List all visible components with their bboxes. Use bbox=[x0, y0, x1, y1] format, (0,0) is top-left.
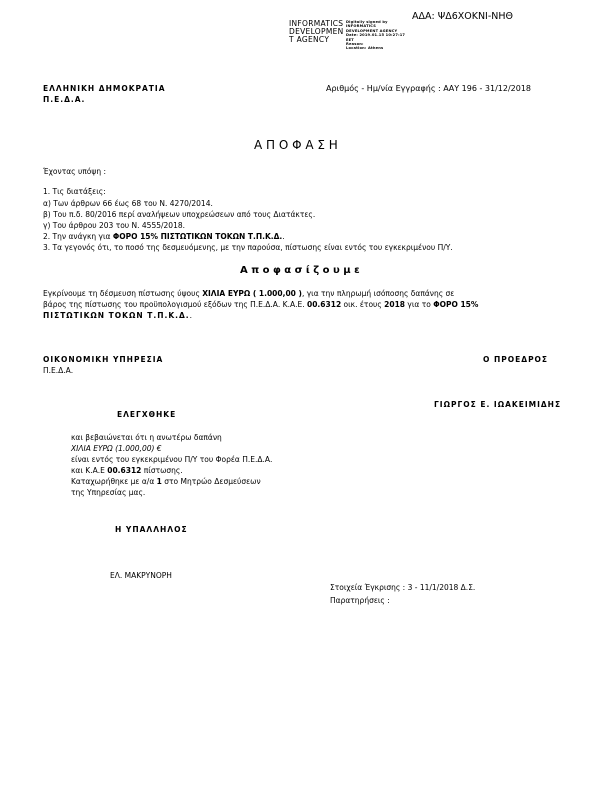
checked-line: ΧΙΛΙΑ ΕΥΡΩ (1.000,00) € bbox=[71, 444, 162, 453]
employee-name: ΕΛ. ΜΑΚΡΥΝΟΡΗ bbox=[110, 571, 172, 580]
stamp-line: DEVELOPMEN bbox=[289, 27, 344, 36]
decide-heading: Α π ο φ α σ ί ζ ο υ μ ε bbox=[240, 265, 360, 276]
registration-number: Αριθμός - Ημ/νία Εγγραφής : ΑΑΥ 196 - 31/12/2018 bbox=[326, 84, 532, 93]
financial-service-title: ΟΙΚΟΝΟΜΙΚΗ ΥΠΗΡΕΣΙΑ bbox=[43, 355, 164, 364]
signature-stamp bbox=[289, 20, 344, 44]
document-title: Α Π Ο Φ Α Σ Η bbox=[254, 138, 338, 152]
consideration-line: 2. Την ανάγκη για ΦΟΡΟ 15% ΠΙΣΤΩΤΙΚΩΝ ΤΟΚΩΝ Τ.Π.Κ.Δ.. bbox=[43, 232, 285, 241]
decision-line: ΠΙΣΤΩΤΙΚΩΝ ΤΟΚΩΝ Τ.Π.Κ.Δ.. bbox=[43, 311, 193, 320]
financial-service-org: Π.Ε.Δ.Α. bbox=[43, 366, 74, 375]
ada-number: ΑΔΑ: ΨΔ6ΧΟΚΝΙ-ΝΗΘ bbox=[412, 11, 514, 22]
remarks: Παρατηρήσεις : bbox=[330, 596, 390, 605]
org-name: ΕΛΛΗΝΙΚΗ ΔΗΜΟΚΡΑΤΙΑ bbox=[43, 84, 166, 93]
approval-details: Στοιχεία Έγκρισης : 3 - 11/1/2018 Δ.Σ. bbox=[330, 583, 476, 592]
president-name: ΓΙΩΡΓΟΣ Ε. ΙΩΑΚΕΙΜΙΔΗΣ bbox=[434, 400, 562, 409]
checked-line: Καταχωρήθηκε με α/α 1 στο Μητρώο Δεσμεύσεων bbox=[71, 477, 261, 486]
checked-title: ΕΛΕΓΧΘΗΚΕ bbox=[117, 410, 177, 419]
consideration-line: α) Των άρθρων 66 έως 68 του Ν. 4270/2014. bbox=[43, 199, 213, 208]
checked-line: και βεβαιώνεται ότι η ανωτέρω δαπάνη bbox=[71, 433, 222, 442]
signature-details: Digitally signed by INFORMATICS DEVELOPMENT AGENCY Date: 2019.01.15 10:27:17 EET Reason: Location: Athens bbox=[346, 20, 406, 51]
stamp-line: INFORMATICS bbox=[289, 19, 344, 28]
checked-line: είναι εντός του εγκεκριμένου Π/Υ του Φορέα Π.Ε.Δ.Α. bbox=[71, 455, 273, 464]
org-abbrev: Π.Ε.Δ.Α. bbox=[43, 95, 86, 104]
decision-line: Εγκρίνουμε τη δέσμευση πίστωσης ύψους ΧΙΛΙΑ ΕΥΡΩ ( 1.000,00 ), για την πληρωμή ισόποσης δαπάνης σε bbox=[43, 289, 455, 298]
consideration-line: 1. Τις διατάξεις: bbox=[43, 187, 106, 196]
stamp-line: T AGENCY bbox=[289, 35, 330, 44]
consideration-line: γ) Του άρθρου 203 του Ν. 4555/2018. bbox=[43, 221, 185, 230]
decision-line: βάρος της πίστωσης του προϋπολογισμού εξόδων της Π.Ε.Δ.Α. Κ.Α.Ε. 00.6312 οικ. έτους 2018 για το ΦΟΡΟ 15% bbox=[43, 300, 479, 309]
president-title: Ο ΠΡΟΕΔΡΟΣ bbox=[483, 355, 549, 364]
checked-line: και Κ.Α.Ε 00.6312 πίστωσης. bbox=[71, 466, 183, 475]
consideration-line: β) Του π.δ. 80/2016 περί αναλήψεων υποχρεώσεων από τους Διατάκτες. bbox=[43, 210, 316, 219]
consideration-line: 3. Τα γεγονός ότι, το ποσό της δεσμευόμενης, με την παρούσα, πίστωσης είναι εντός του εγκεκριμένου Π/Υ. bbox=[43, 243, 453, 252]
having-regard: Έχοντας υπόψη : bbox=[43, 167, 107, 176]
employee-title: Η ΥΠΑΛΛΗΛΟΣ bbox=[115, 525, 188, 534]
checked-line: της Υπηρεσίας μας. bbox=[71, 488, 146, 497]
